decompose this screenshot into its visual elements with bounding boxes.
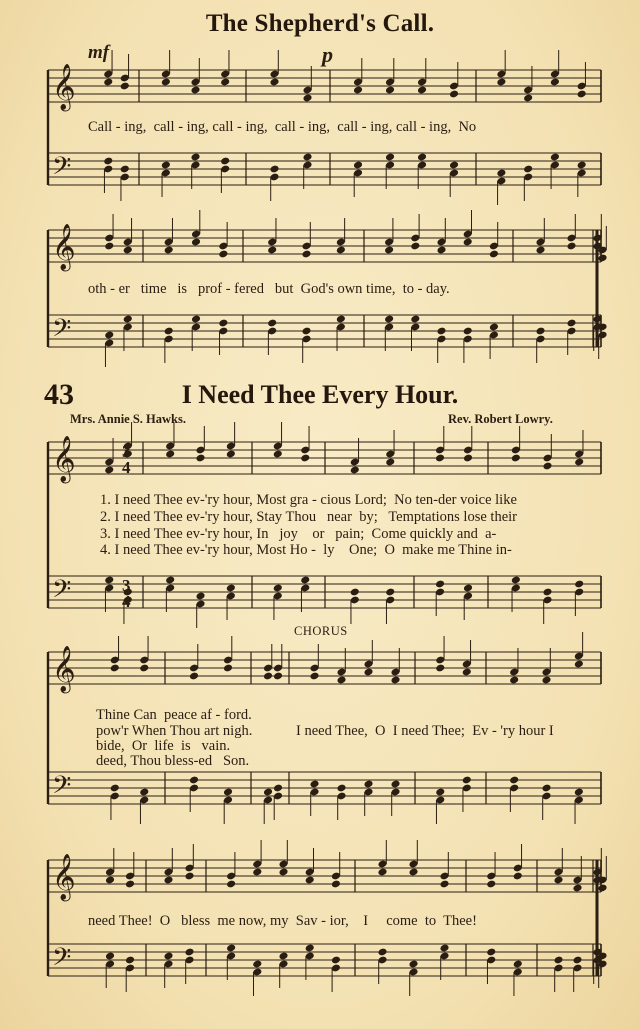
system-5-notehead [572,884,582,893]
system-2-notehead [218,319,228,328]
system-1-notehead [120,82,130,91]
system-4-notehead [263,672,273,681]
system-1-bass-clef: 𝄢 [52,152,72,187]
system-5-notehead [184,948,194,957]
system-3-notehead [511,576,521,585]
system-2-notehead [410,242,420,251]
system-2-notehead [123,246,133,255]
system-2-notehead [436,246,446,255]
system-5-notehead [553,956,563,965]
chorus-label: CHORUS [294,624,348,638]
system-1-notehead [161,78,171,87]
system-1-notehead [103,78,113,87]
system-4-notehead [574,788,584,797]
system-2-notehead [104,242,114,251]
system-4-notehead [462,776,472,785]
system-4-notehead [273,672,283,681]
system-3-notehead [385,588,395,597]
system-3-notehead [273,450,283,459]
system-5-notehead [408,868,418,877]
system-2-notehead [463,238,473,247]
system-4-notehead [435,664,445,673]
system-2-notehead [384,315,394,324]
system-1-notehead [302,153,312,162]
system-2-notehead [164,246,174,255]
system-5-notehead [486,948,496,957]
system-3-notehead [104,576,114,585]
system-2-notehead [535,246,545,255]
system-1-notehead [269,78,279,87]
song-title-shepherds-call: The Shepherd's Call. [205,10,435,37]
system-1-notehead [550,78,560,87]
system-4-notehead [363,780,373,789]
system-2-notehead [301,250,311,259]
time-signature-bottom: 4 [122,458,131,477]
system-3-notehead [226,584,236,593]
system-4-notehead [139,788,149,797]
system-3-notehead [542,462,552,471]
system-4-notehead [509,676,519,685]
verse-3: 3. I need Thee ev-'ry hour, In joy or pain; Come quickly and a- [100,526,497,542]
system-2-notehead [463,327,473,336]
song-title-i-need-thee: I Need Thee Every Hour. [181,380,459,409]
system-5-notehead [105,876,115,885]
system-4-notehead [541,676,551,685]
system-3-notehead [165,450,175,459]
system-1-notehead [269,165,279,174]
system-5-notehead [278,868,288,877]
system-5-notehead [408,960,418,969]
system-1-notehead [496,78,506,87]
system-1-notehead [190,86,200,95]
system-4-notehead [223,664,233,673]
system-1-notehead [120,165,130,174]
system-3-notehead [385,458,395,467]
system-3-notehead [574,458,584,467]
system-4-notehead [110,784,120,793]
system-3-notehead [195,454,205,463]
system-3-notehead [300,454,310,463]
system-2-bass-clef: 𝄢 [52,314,72,349]
system-4-notehead [309,672,319,681]
composer-credit: Rev. Robert Lowry. [448,412,553,426]
system-3-notehead [300,576,310,585]
system-5-notehead [163,876,173,885]
system-4-notehead [509,776,519,785]
dynamic-mezzo-forte: mf [88,42,110,63]
system-5-notehead [331,956,341,965]
system-1-notehead [496,169,506,178]
dynamic-piano: p [322,42,333,67]
system-5-notehead [252,868,262,877]
system-5-notehead [125,956,135,965]
system-5-notehead [553,876,563,885]
system-4-treble-clef: 𝄞 [52,646,76,692]
system-4-notehead [390,676,400,685]
system-2-notehead [436,327,446,336]
system-4-notehead [309,780,319,789]
lyricist-credit: Mrs. Annie S. Hawks. [70,412,186,426]
system-5-notehead [163,952,173,961]
system-2-notehead [566,242,576,251]
system-2-notehead [384,246,394,255]
system-4-notehead [390,780,400,789]
system-4-notehead [273,784,283,793]
system-3-notehead [350,466,360,475]
system-1-notehead [103,157,113,166]
time-signature-top: 3 [122,576,131,595]
chorus-lyrics-line-2: need Thee! O bless me now, my Sav - ior, I come to Thee! [88,913,477,929]
system-2-notehead [267,246,277,255]
system-2-notehead [336,246,346,255]
system-2-notehead [597,254,607,263]
system-1-notehead [417,86,427,95]
system-3-notehead [350,588,360,597]
system-5-notehead [597,884,607,893]
system-1-notehead [161,161,171,170]
system-1-notehead [190,153,200,162]
verse-ending-2: pow'r When Thou art nigh. [96,723,253,739]
system-2-notehead [336,315,346,324]
system-5-notehead [513,960,523,969]
system-5-notehead [278,952,288,961]
system-1-notehead [417,153,427,162]
system-4-notehead [223,788,233,797]
system-2-notehead [123,315,133,324]
system-1-notehead [449,161,459,170]
system-3-notehead [463,454,473,463]
system-5-bass-clef: 𝄢 [52,943,72,978]
verse-ending-4: deed, Thou bless-ed Son. [96,753,250,769]
system-2-notehead [566,319,576,328]
verse-2: 2. I need Thee ev-'ry hour, Stay Thou near by; Temptations lose their [100,509,517,525]
system-3-notehead [435,580,445,589]
system-1-notehead [353,86,363,95]
system-4-notehead [462,668,472,677]
system-3-notehead [463,584,473,593]
time-signature-bottom: 4 [122,592,131,611]
verse-1: 1. I need Thee ev-'ry hour, Most gra - cious Lord; No ten-der voice like [100,492,517,508]
system-3-notehead [195,592,205,601]
system-3-bass-clef: 𝄢 [52,575,72,610]
system-5-notehead [513,872,523,881]
system-1-notehead [449,90,459,99]
system-2-notehead [218,250,228,259]
system-4-notehead [110,664,120,673]
system-5-notehead [305,876,315,885]
system-2-notehead [191,238,201,247]
system-1-notehead [302,94,312,103]
system-1-notehead [385,86,395,95]
system-2-treble-clef: 𝄞 [52,224,76,270]
system-1-notehead [220,157,230,166]
system-4-notehead [189,776,199,785]
system-3-notehead [104,466,114,475]
system-2-notehead [104,331,114,340]
verse-4: 4. I need Thee ev-'ry hour, Most Ho - ly One; O make me Thine in- [100,542,512,558]
system-5-treble-clef: 𝄞 [52,854,76,900]
system-5-notehead [572,956,582,965]
system-4-notehead [263,788,273,797]
system-1-notehead [550,153,560,162]
system-3-notehead [226,450,236,459]
system-5-notehead [226,944,236,953]
system-3-notehead [435,454,445,463]
system-2-notehead [191,315,201,324]
system-2-notehead [489,323,499,332]
system-1-notehead [523,165,533,174]
lyrics-line-1: Call - ing, call - ing, call - ing, call - ing, call - ing, call - ing, No [88,119,477,135]
system-4-bass-clef: 𝄢 [52,771,72,806]
system-5-notehead [305,944,315,953]
system-4-notehead [574,660,584,669]
system-5-notehead [331,880,341,889]
chorus-lyrics-line-1: I need Thee, O I need Thee; Ev - 'ry hour I [296,723,554,739]
system-2-notehead [267,319,277,328]
system-1-notehead [577,90,587,99]
system-5-notehead [439,880,449,889]
system-1-notehead [385,153,395,162]
system-2-notehead [164,327,174,336]
system-5-notehead [125,880,135,889]
system-1-notehead [523,94,533,103]
system-3-treble-clef: 𝄞 [52,436,76,482]
verse-ending-1: Thine Can peace af - ford. [96,707,252,723]
time-signature-top: 3 [122,442,131,461]
system-2-notehead [301,327,311,336]
system-2-notehead [410,315,420,324]
system-5-notehead [226,880,236,889]
system-1-notehead [220,78,230,87]
system-4-notehead [189,672,199,681]
system-4-notehead [541,784,551,793]
system-5-notehead [105,952,115,961]
system-1-notehead [353,161,363,170]
hymn-number: 43 [44,378,74,411]
system-4-notehead [435,788,445,797]
system-5-notehead [439,944,449,953]
system-3-notehead [165,576,175,585]
system-1-treble-clef: 𝄞 [52,64,76,110]
system-3-notehead [273,584,283,593]
system-4-notehead [139,664,149,673]
system-5-notehead [377,868,387,877]
system-2-notehead [535,327,545,336]
system-5-notehead [486,880,496,889]
system-5-notehead [252,960,262,969]
system-4-notehead [336,784,346,793]
system-3-notehead [511,454,521,463]
system-4-notehead [336,676,346,685]
lyrics-line-2: oth - er time is prof - fered but God's own time, to - day. [88,281,450,297]
system-1-notehead [577,161,587,170]
system-2-notehead [489,250,499,259]
system-4-notehead [363,668,373,677]
system-5-notehead [377,948,387,957]
system-5-notehead [184,872,194,881]
system-3-notehead [542,588,552,597]
verse-ending-3: bide, Or life is vain. [96,738,231,754]
system-3-notehead [574,580,584,589]
